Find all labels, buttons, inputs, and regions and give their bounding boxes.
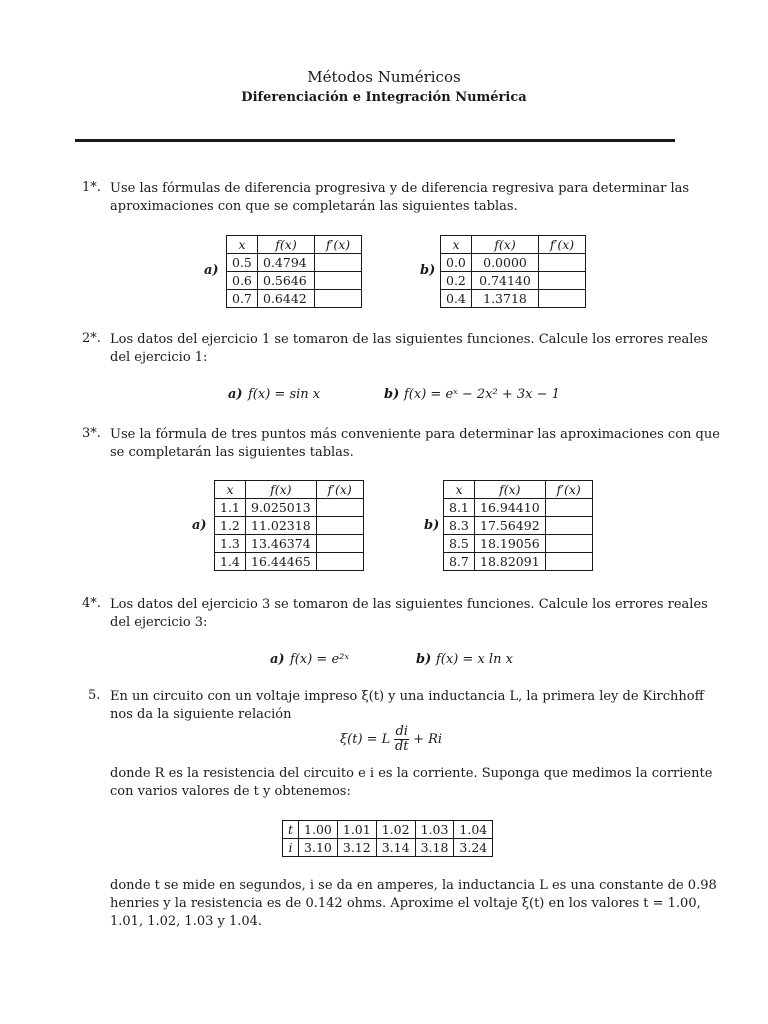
cell-i: 3.18: [415, 839, 454, 857]
cell-fx: 13.46374: [246, 535, 317, 553]
cell-fpx: [545, 499, 592, 517]
cell-fpx: [316, 517, 363, 535]
cell-x: 1.4: [215, 553, 246, 571]
cell-fx: 0.5646: [258, 272, 315, 290]
cell-x: 0.0: [441, 254, 472, 272]
cell-fpx: [539, 254, 586, 272]
page-subtitle: Diferenciación e Integración Numérica: [241, 90, 527, 105]
problem-4-a-label: a): [270, 652, 285, 667]
table-row: [227, 290, 362, 308]
cell-fpx: [545, 517, 592, 535]
problem-2-a-formula: f(x) = sin x: [248, 387, 321, 402]
problem-3-number: 3*.: [82, 426, 101, 441]
cell-fpx: [316, 553, 363, 571]
table-row: [444, 553, 593, 571]
cell-x: 8.1: [444, 499, 475, 517]
problem-3-a-table: [214, 480, 364, 571]
table-header-row: [444, 481, 593, 499]
header-divider: [75, 139, 675, 142]
problem-2-b-formula: f(x) = eˣ − 2x² + 3x − 1: [404, 387, 560, 402]
cell-x: 8.5: [444, 535, 475, 553]
cell-fx: 16.94410: [475, 499, 546, 517]
col-fpx: f′(x): [315, 236, 362, 254]
table-row: [227, 272, 362, 290]
col-x: x: [215, 481, 246, 499]
kirchhoff-equation: [340, 725, 442, 754]
cell-fx: 16.44465: [246, 553, 317, 571]
cell-i: 3.10: [299, 839, 338, 857]
problem-2-text: Los datos del ejercicio 1 se tomaron de las siguientes funciones. Calcule los errores reales del ejercicio 1:: [110, 332, 708, 365]
row-label-t: t: [283, 821, 299, 839]
table-row: [441, 290, 586, 308]
problem-5-measurements-table: [282, 820, 493, 857]
equation-fraction: [394, 725, 408, 754]
table-header-row: [227, 236, 362, 254]
problem-4-text: Los datos del ejercicio 3 se tomaron de las siguientes funciones. Calcule los errores reales del ejercicio 3:: [110, 597, 708, 630]
cell-x: 1.3: [215, 535, 246, 553]
problem-2-number: 2*.: [82, 331, 101, 346]
row-label-i: i: [283, 839, 299, 857]
problem-3-b-label: b): [424, 518, 440, 533]
col-fpx: f′(x): [539, 236, 586, 254]
table-row: [441, 254, 586, 272]
cell-fpx: [315, 254, 362, 272]
problem-5-text-closing: donde t se mide en segundos, i se da en amperes, la inductancia L es una constante de 0.98 henries y la resistencia es de 0.142 ohms. Aproxime el voltaje ξ(t) en los valores t = 1.00, 1.01, 1.02, 1.03 y 1.04.: [110, 878, 717, 929]
cell-fx: 0.4794: [258, 254, 315, 272]
problem-5-number: 5.: [88, 688, 101, 703]
table-row: [215, 535, 364, 553]
table-row: [283, 821, 493, 839]
cell-t: 1.03: [415, 821, 454, 839]
cell-x: 1.2: [215, 517, 246, 535]
table-row: [283, 839, 493, 857]
cell-fpx: [539, 290, 586, 308]
cell-t: 1.04: [454, 821, 493, 839]
page-title: Métodos Numéricos: [307, 68, 461, 86]
cell-x: 8.3: [444, 517, 475, 535]
fraction-numerator: di: [395, 724, 408, 739]
cell-x: 0.7: [227, 290, 258, 308]
cell-fpx: [316, 535, 363, 553]
cell-x: 0.2: [441, 272, 472, 290]
cell-fx: 0.6442: [258, 290, 315, 308]
col-x: x: [227, 236, 258, 254]
problem-5-text-intro: En un circuito con un voltaje impreso ξ(t) y una inductancia L, la primera ley de Kirchhoff nos da la siguiente relación: [110, 689, 704, 722]
cell-fx: 11.02318: [246, 517, 317, 535]
equation-left: ξ(t) = L: [340, 732, 391, 747]
cell-t: 1.00: [299, 821, 338, 839]
table-row: [441, 272, 586, 290]
problem-1-text: Use las fórmulas de diferencia progresiva y de diferencia regresiva para determinar las aproximaciones con que se completarán las siguientes tablas.: [110, 181, 690, 214]
fraction-denominator: dt: [394, 739, 409, 754]
cell-fpx: [539, 272, 586, 290]
cell-fx: 9.025013: [246, 499, 317, 517]
cell-fx: 0.0000: [472, 254, 539, 272]
col-x: x: [441, 236, 472, 254]
cell-fpx: [316, 499, 363, 517]
cell-x: 0.5: [227, 254, 258, 272]
cell-fx: 0.74140: [472, 272, 539, 290]
cell-fx: 1.3718: [472, 290, 539, 308]
col-fx: f(x): [258, 236, 315, 254]
table-row: [215, 553, 364, 571]
problem-3-a-label: a): [192, 518, 207, 533]
cell-x: 0.4: [441, 290, 472, 308]
problem-5-text-middle: donde R es la resistencia del circuito e i es la corriente. Suponga que medimos la corriente con varios valores de t y obtenemos:: [110, 766, 713, 799]
problem-3-text: Use la fórmula de tres puntos más conveniente para determinar las aproximaciones con que se completarán las siguientes tablas.: [110, 427, 720, 460]
problem-2-a-label: a): [228, 387, 243, 402]
equation-right: + Ri: [413, 732, 443, 747]
col-fpx: f′(x): [316, 481, 363, 499]
cell-i: 3.24: [454, 839, 493, 857]
table-row: [444, 499, 593, 517]
cell-fpx: [545, 535, 592, 553]
cell-fx: 18.19056: [475, 535, 546, 553]
problem-4-b-label: b): [416, 652, 432, 667]
cell-fx: 17.56492: [475, 517, 546, 535]
cell-x: 0.6: [227, 272, 258, 290]
problem-4-b-formula: f(x) = x ln x: [436, 652, 513, 667]
cell-fpx: [315, 290, 362, 308]
cell-x: 1.1: [215, 499, 246, 517]
col-fx: f(x): [246, 481, 317, 499]
problem-4-a-formula: f(x) = e²ˣ: [290, 652, 349, 667]
col-fx: f(x): [472, 236, 539, 254]
col-fpx: f′(x): [545, 481, 592, 499]
table-row: [215, 499, 364, 517]
problem-1-b-label: b): [420, 263, 436, 278]
cell-fx: 18.82091: [475, 553, 546, 571]
cell-i: 3.12: [337, 839, 376, 857]
problem-3-b-table: [443, 480, 593, 571]
problem-1-a-label: a): [204, 263, 219, 278]
cell-i: 3.14: [376, 839, 415, 857]
cell-fpx: [545, 553, 592, 571]
col-fx: f(x): [475, 481, 546, 499]
problem-1-b-table: [440, 235, 586, 308]
cell-x: 8.7: [444, 553, 475, 571]
problem-2-b-label: b): [384, 387, 400, 402]
problem-4-number: 4*.: [82, 596, 101, 611]
table-header-row: [215, 481, 364, 499]
table-row: [444, 535, 593, 553]
cell-fpx: [315, 272, 362, 290]
cell-t: 1.01: [337, 821, 376, 839]
problem-1-number: 1*.: [82, 180, 101, 195]
table-row: [227, 254, 362, 272]
cell-t: 1.02: [376, 821, 415, 839]
table-row: [215, 517, 364, 535]
table-header-row: [441, 236, 586, 254]
table-row: [444, 517, 593, 535]
problem-1-a-table: [226, 235, 362, 308]
col-x: x: [444, 481, 475, 499]
